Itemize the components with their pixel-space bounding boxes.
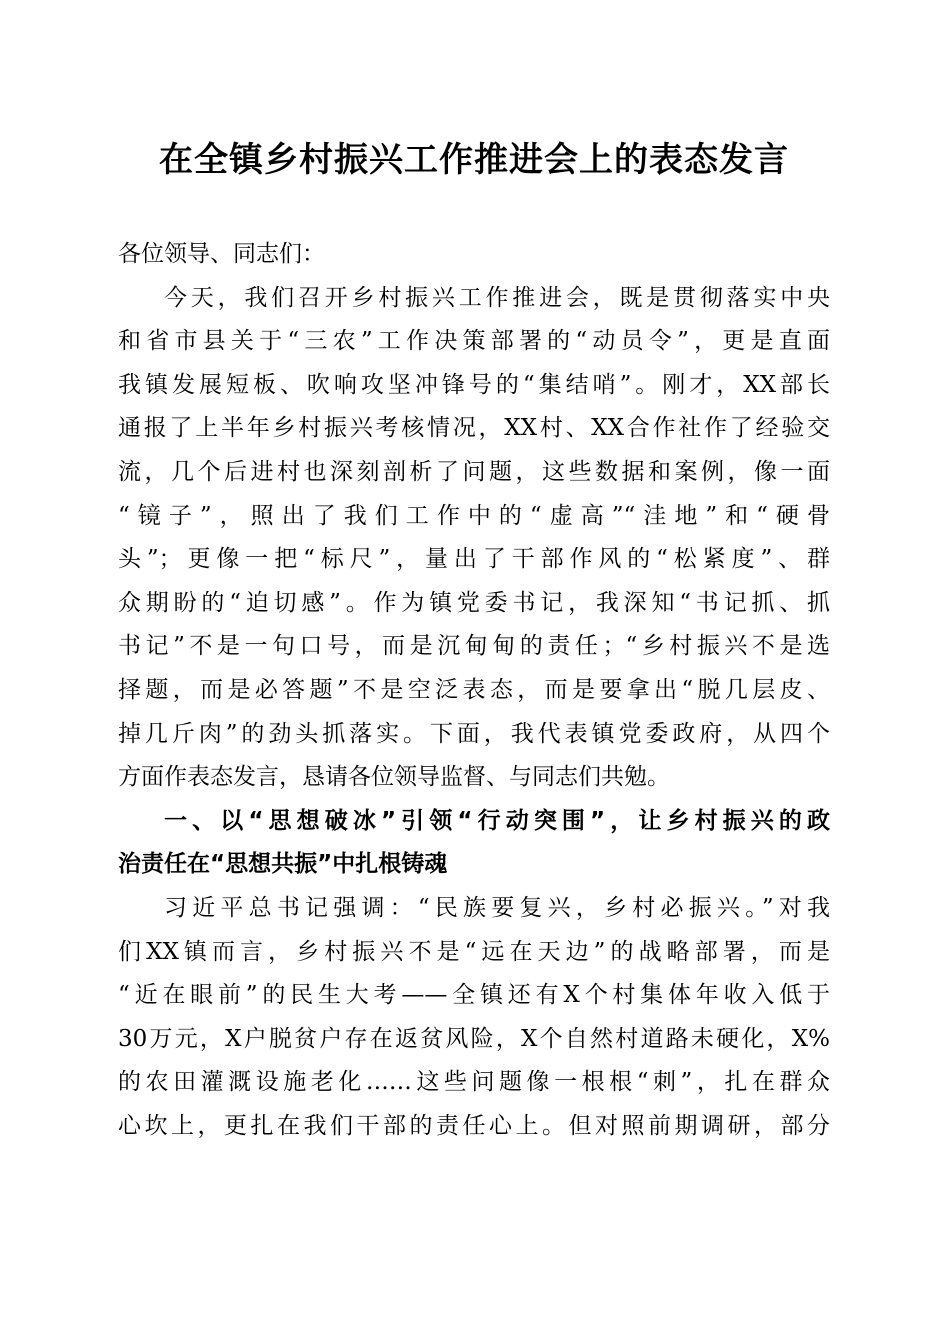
paragraph-line: 们XX镇而言，乡村振兴不是“远在天边”的战略部署，而是 (118, 938, 830, 965)
paragraph-line: 择题，而是必答题”不是空泛表态，而是要拿出“脱几层皮、 (118, 676, 830, 703)
paragraph-line: 我镇发展短板、吹响攻坚冲锋号的“集结哨”。刚才，XX部长 (118, 371, 830, 398)
paragraph-line: “镜子”，照出了我们工作中的“虚高”“洼地”和“硬骨 (118, 502, 830, 529)
document-title: 在全镇乡村振兴工作推进会上的表态发言 (159, 140, 789, 180)
paragraph-line: 流，几个后进村也深刻剖析了问题，这些数据和案例，像一面 (118, 458, 830, 485)
paragraph-section-1 (118, 887, 830, 1149)
salutation: 各位领导、同志们： (118, 241, 325, 267)
paragraph-line: “近在眼前”的民生大考——全镇还有X个村集体年收入低于 (118, 982, 830, 1009)
paragraph-line: 掉几斤肉”的劲头抓落实。下面，我代表镇党委政府，从四个 (118, 720, 830, 747)
paragraph-line: 习近平总书记强调：“民族要复兴，乡村必振兴。”对我 (164, 894, 830, 921)
paragraph-line: 方面作表态发言，恳请各位领导监督、与同志们共勉。 (118, 764, 670, 791)
heading-line: 一、以“思想破冰”引领“行动突围”，让乡村振兴的政 (164, 807, 830, 834)
document-body (118, 233, 830, 1148)
section-heading-1 (118, 800, 830, 887)
paragraph-line: 的农田灌溉设施老化……这些问题像一根根“刺”，扎在群众 (118, 1069, 830, 1096)
paragraph-line: 通报了上半年乡村振兴考核情况，XX村、XX合作社作了经验交 (118, 415, 830, 442)
paragraph-line: 和省市县关于“三农”工作决策部署的“动员令”，更是直面 (118, 328, 830, 355)
paragraph-opening (118, 277, 830, 800)
paragraph-line: 头”；更像一把“标尺”，量出了干部作风的“松紧度”、群 (118, 546, 830, 573)
paragraph-line: 今天，我们召开乡村振兴工作推进会，既是贯彻落实中央 (164, 284, 830, 311)
paragraph-line: 众期盼的“迫切感”。作为镇党委书记，我深知“书记抓、抓 (118, 589, 830, 616)
paragraph-line: 30万元，X户脱贫户存在返贫风险，X个自然村道路未硬化，X% (118, 1025, 830, 1052)
heading-line: 治责任在“思想共振”中扎根铸魂 (118, 851, 448, 878)
paragraph-line: 书记”不是一句口号，而是沉甸甸的责任；“乡村振兴不是选 (118, 633, 830, 660)
paragraph-line: 心坎上，更扎在我们干部的责任心上。但对照前期调研，部分 (118, 1112, 830, 1139)
